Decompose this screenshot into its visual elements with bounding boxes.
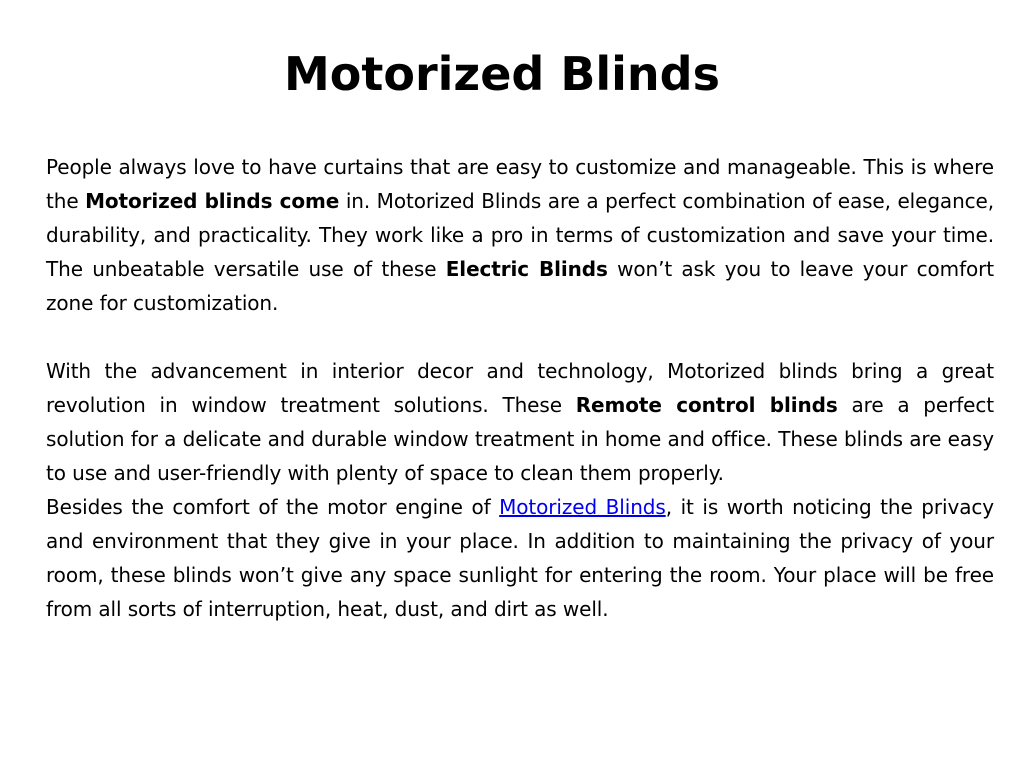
bold-term-motorized-blinds-come: Motorized blinds come xyxy=(85,189,340,213)
slide-body xyxy=(46,150,994,626)
motorized-blinds-link[interactable]: Motorized Blinds xyxy=(499,495,666,519)
text-span: Besides the comfort of the motor engine of xyxy=(46,495,500,519)
text-span: are a perfect solution for a delicate and durable window treatment in home and office. These blinds are easy to use and user-friendly with plenty of space to clean them properly. xyxy=(46,393,995,485)
bold-term-electric-blinds: Electric Blinds xyxy=(445,257,608,281)
paragraph-privacy xyxy=(46,490,994,626)
paragraph-intro xyxy=(46,150,994,320)
text-span: People always love to have curtains that are easy to customize and manageable. This is where the xyxy=(46,155,994,213)
paragraph-advancement xyxy=(46,354,994,490)
bold-term-remote-control-blinds: Remote control blinds xyxy=(575,393,838,417)
text-span: With the advancement in interior decor and technology, Motorized blinds bring a great revolution in window treatment solutions. These xyxy=(46,359,994,417)
slide-title: Motorized Blinds xyxy=(284,47,720,101)
text-span: , it is worth noticing the privacy and environment that they give in your place. In addition to maintaining the privacy of your room, these blinds won’t give any space sunlight for entering the room. Your place will be free from all sorts of interruption, heat, dust, and dirt as well. xyxy=(46,495,994,621)
text-span: won’t ask you to leave your comfort zone for customization. xyxy=(46,257,995,315)
text-span: in. Motorized Blinds are a perfect combination of ease, elegance, durability, and practicality. They work like a pro in terms of customization and save your time. The unbeatable versatile use of these xyxy=(46,189,995,281)
